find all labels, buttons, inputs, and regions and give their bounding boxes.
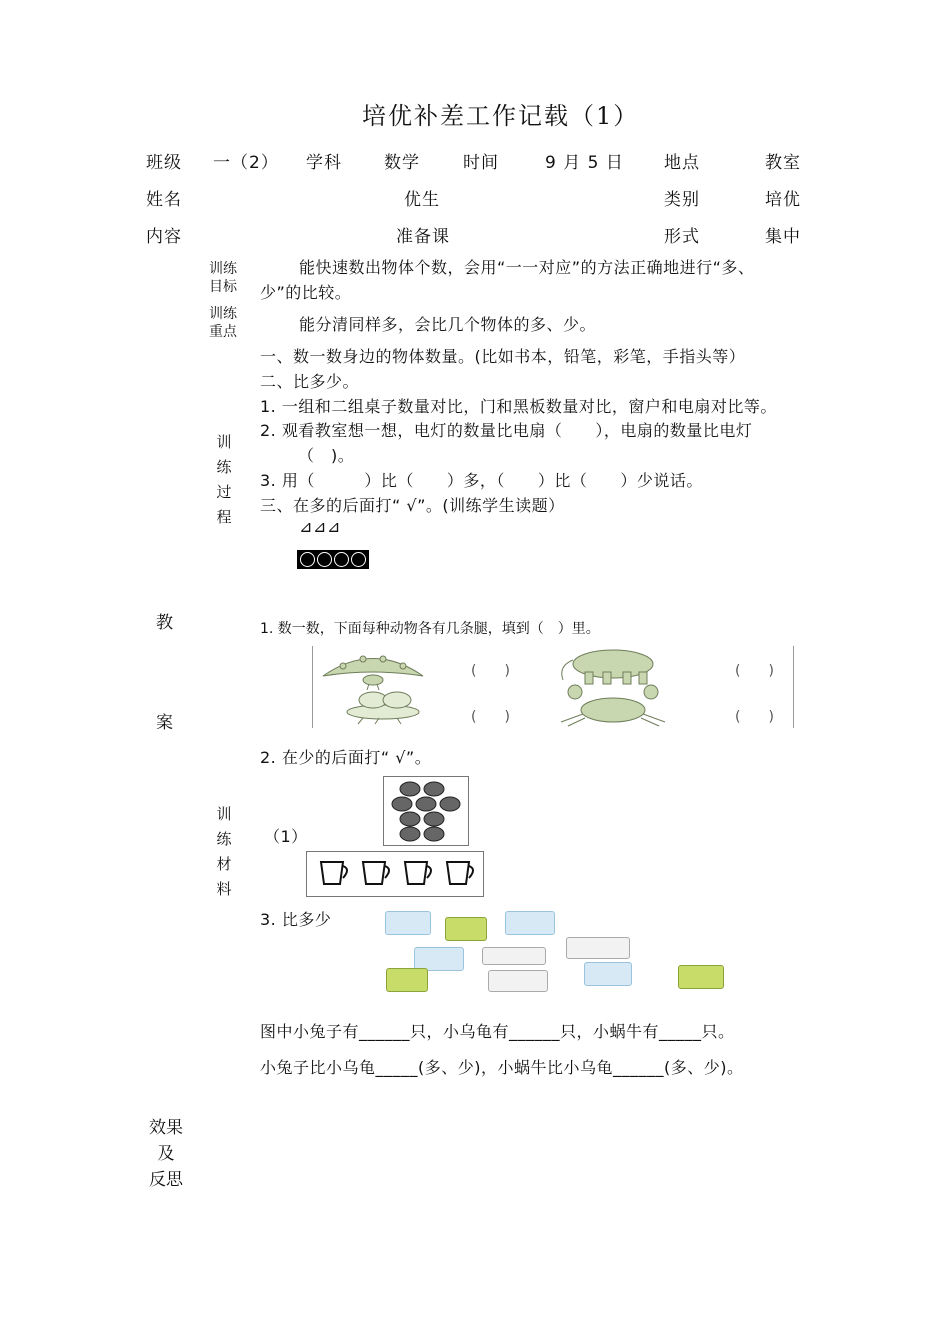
turtle-icon	[445, 917, 487, 941]
lesson-plan-label-top: 教	[156, 613, 174, 633]
circle-icon	[300, 552, 315, 567]
question-1: 1. 数一数，下面每种动物各有几条腿，填到（ ）里。	[260, 621, 600, 637]
insect-legs-paren: ( )	[471, 709, 510, 725]
rabbit-icon	[505, 911, 555, 935]
content-value: 准备课	[396, 227, 450, 247]
place-value: 教室	[765, 153, 801, 173]
crab-icon	[561, 685, 665, 726]
content-label: 内容	[146, 227, 182, 247]
time-label: 时间	[463, 153, 499, 173]
class-label: 班级	[146, 153, 182, 173]
circle-icon	[334, 552, 349, 567]
balls-picture	[383, 776, 469, 846]
fill-line-1: 图中小兔子有______只，小乌龟有______只，小蜗牛有_____只。	[260, 1022, 735, 1041]
turtle-icon	[678, 965, 724, 989]
animals-illustration	[313, 646, 793, 728]
name-value: 优生	[404, 190, 440, 210]
elephant-legs-paren: ( )	[735, 663, 774, 679]
rabbit-icon	[584, 962, 632, 986]
snail-icon	[566, 937, 630, 959]
process-label: 训 练 过 程	[216, 433, 232, 526]
peacock-legs-paren: ( )	[471, 663, 510, 679]
reflection-label: 效果 及 反思	[149, 1118, 183, 1190]
insect-icon	[347, 692, 419, 724]
snail-icon	[488, 970, 548, 992]
type-value: 培优	[765, 190, 801, 210]
materials-label: 训 练 材 料	[216, 805, 232, 898]
page-title: 培优补差工作记载（1）	[362, 102, 640, 130]
process-line-2: 二、比多少。	[260, 372, 360, 391]
circle-icon	[317, 552, 332, 567]
animals-picture	[312, 646, 794, 728]
cups-picture	[306, 851, 484, 897]
class-value: 一（2）	[213, 153, 279, 173]
subject-value: 数学	[384, 153, 420, 173]
peacock-icon	[323, 656, 423, 690]
goal-text-line2: 少”的比较。	[260, 283, 352, 302]
process-line-3: 1. 一组和二组桌子数量对比，门和黑板数量对比，窗户和电扇对比等。	[260, 397, 777, 416]
goal-label: 训练 目标	[209, 261, 237, 295]
name-label: 姓名	[146, 190, 182, 210]
circle-row	[297, 550, 369, 569]
process-line-7: 三、在多的后面打“ √”。(训练学生读题）	[260, 496, 565, 515]
question-2-sub: （1）	[264, 827, 308, 846]
form-value: 集中	[765, 227, 801, 247]
type-label: 类别	[664, 190, 700, 210]
goal-text-line1: 能快速数出物体个数，会用“一一对应”的方法正确地进行“多、	[299, 258, 755, 277]
process-line-6: 3. 用（ ）比（ ）多，（ ）比（ ）少说话。	[260, 471, 703, 490]
focus-label: 训练 重点	[209, 306, 237, 340]
elephant-icon	[562, 650, 653, 684]
process-line-5: （ )。	[298, 446, 355, 465]
question-3: 3. 比多少	[260, 910, 332, 929]
process-line-4: 2. 观看教室想一想，电灯的数量比电扇（ ），电扇的数量比电灯	[260, 421, 753, 440]
time-value: 9 月 5 日	[545, 153, 624, 173]
process-line-1: 一、数一数身边的物体数量。(比如书本，铅笔，彩笔，手指头等）	[260, 347, 746, 366]
question-2: 2. 在少的后面打“ √”。	[260, 748, 432, 767]
triangle-row: ⊿⊿⊿	[299, 517, 341, 536]
crab-legs-paren: ( )	[735, 709, 774, 725]
snail-icon	[482, 947, 546, 965]
place-label: 地点	[664, 153, 700, 173]
lesson-plan-label-bottom: 案	[156, 713, 174, 733]
focus-text: 能分清同样多，会比几个物体的多、少。	[299, 315, 597, 334]
form-label: 形式	[664, 227, 700, 247]
circle-icon	[351, 552, 366, 567]
subject-label: 学科	[306, 153, 342, 173]
rabbit-icon	[385, 911, 431, 935]
balls-illustration	[384, 777, 468, 845]
fill-line-2: 小兔子比小乌龟_____(多、少)，小蜗牛比小乌龟______(多、少)。	[260, 1058, 744, 1077]
cups-illustration	[307, 852, 483, 896]
turtle-icon	[386, 968, 428, 992]
